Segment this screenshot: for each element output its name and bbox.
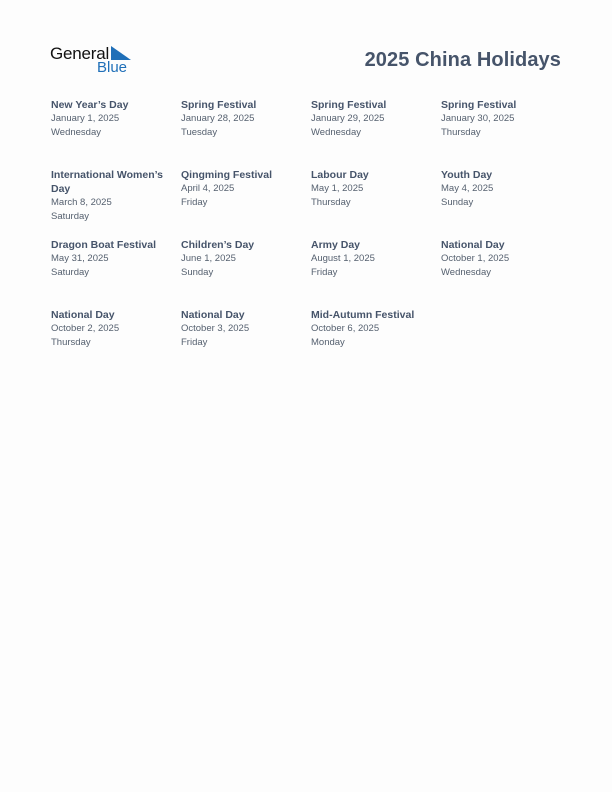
holiday-name: Children’s Day (181, 239, 255, 251)
holiday-item (441, 98, 565, 139)
holiday-date: May 31, 2025 (51, 253, 109, 264)
holiday-item (311, 98, 435, 139)
holiday-weekday: Friday (311, 266, 338, 278)
holiday-weekday: Tuesday (181, 126, 218, 138)
holiday-name: Qingming Festival (181, 169, 273, 181)
holiday-weekday: Thursday (51, 336, 91, 348)
holiday-weekday: Friday (181, 196, 208, 208)
holiday-name: Spring Festival (441, 99, 517, 111)
holiday-item (311, 168, 435, 209)
holiday-weekday: Friday (181, 336, 208, 348)
holiday-item (181, 238, 305, 279)
holiday-name: Spring Festival (311, 99, 387, 111)
holiday-weekday: Saturday (51, 210, 90, 222)
holiday-item (181, 308, 305, 349)
holiday-weekday: Wednesday (441, 266, 491, 278)
holiday-date: May 4, 2025 (441, 183, 494, 194)
holiday-date: January 29, 2025 (311, 113, 385, 124)
holiday-item (181, 168, 305, 209)
holiday-date: March 8, 2025 (51, 197, 112, 208)
holiday-item (51, 98, 175, 139)
holiday-item (441, 238, 565, 279)
holiday-weekday: Sunday (441, 196, 474, 208)
holiday-name: National Day (51, 309, 115, 321)
holiday-name: International Women’s Day (51, 169, 164, 195)
holiday-item (51, 168, 175, 223)
holiday-name: National Day (181, 309, 245, 321)
holiday-item (181, 98, 305, 139)
holiday-row (51, 98, 571, 168)
holiday-name: Labour Day (311, 169, 369, 181)
holiday-row (51, 308, 571, 378)
holiday-date: October 1, 2025 (441, 253, 510, 264)
holiday-item (311, 238, 435, 279)
holiday-date: August 1, 2025 (311, 253, 375, 264)
holiday-weekday: Wednesday (311, 126, 361, 138)
holiday-name: Army Day (311, 239, 361, 251)
holiday-date: January 28, 2025 (181, 113, 255, 124)
logo-blue-text: Blue (97, 59, 128, 76)
holiday-date: October 6, 2025 (311, 323, 380, 334)
holiday-date: January 30, 2025 (441, 113, 515, 124)
logo-general-text: General (50, 44, 110, 63)
holiday-weekday: Saturday (51, 266, 90, 278)
holiday-weekday: Monday (311, 336, 345, 348)
holiday-weekday: Thursday (441, 126, 481, 138)
holiday-date: October 2, 2025 (51, 323, 120, 334)
holiday-date: October 3, 2025 (181, 323, 250, 334)
holiday-row (51, 168, 571, 238)
holiday-name: National Day (441, 239, 505, 251)
holiday-item (51, 238, 175, 279)
holiday-weekday: Thursday (311, 196, 351, 208)
holiday-date: April 4, 2025 (181, 183, 235, 194)
holiday-item (441, 168, 565, 209)
holiday-name: New Year’s Day (51, 99, 129, 111)
holiday-name: Dragon Boat Festival (51, 239, 157, 251)
holiday-date: June 1, 2025 (181, 253, 236, 264)
logo-triangle-icon (111, 46, 131, 60)
holiday-weekday: Wednesday (51, 126, 101, 138)
holiday-date: May 1, 2025 (311, 183, 364, 194)
holiday-weekday: Sunday (181, 266, 214, 278)
generalblue-logo (50, 44, 134, 78)
holiday-row (51, 238, 571, 308)
page-title: 2025 China Holidays (364, 49, 561, 71)
holiday-name: Mid-Autumn Festival (311, 309, 415, 321)
holiday-item (51, 308, 175, 349)
holiday-name: Spring Festival (181, 99, 257, 111)
holiday-date: January 1, 2025 (51, 113, 120, 124)
holiday-item (311, 308, 435, 349)
holiday-name: Youth Day (441, 169, 493, 181)
holiday-grid (51, 98, 571, 378)
